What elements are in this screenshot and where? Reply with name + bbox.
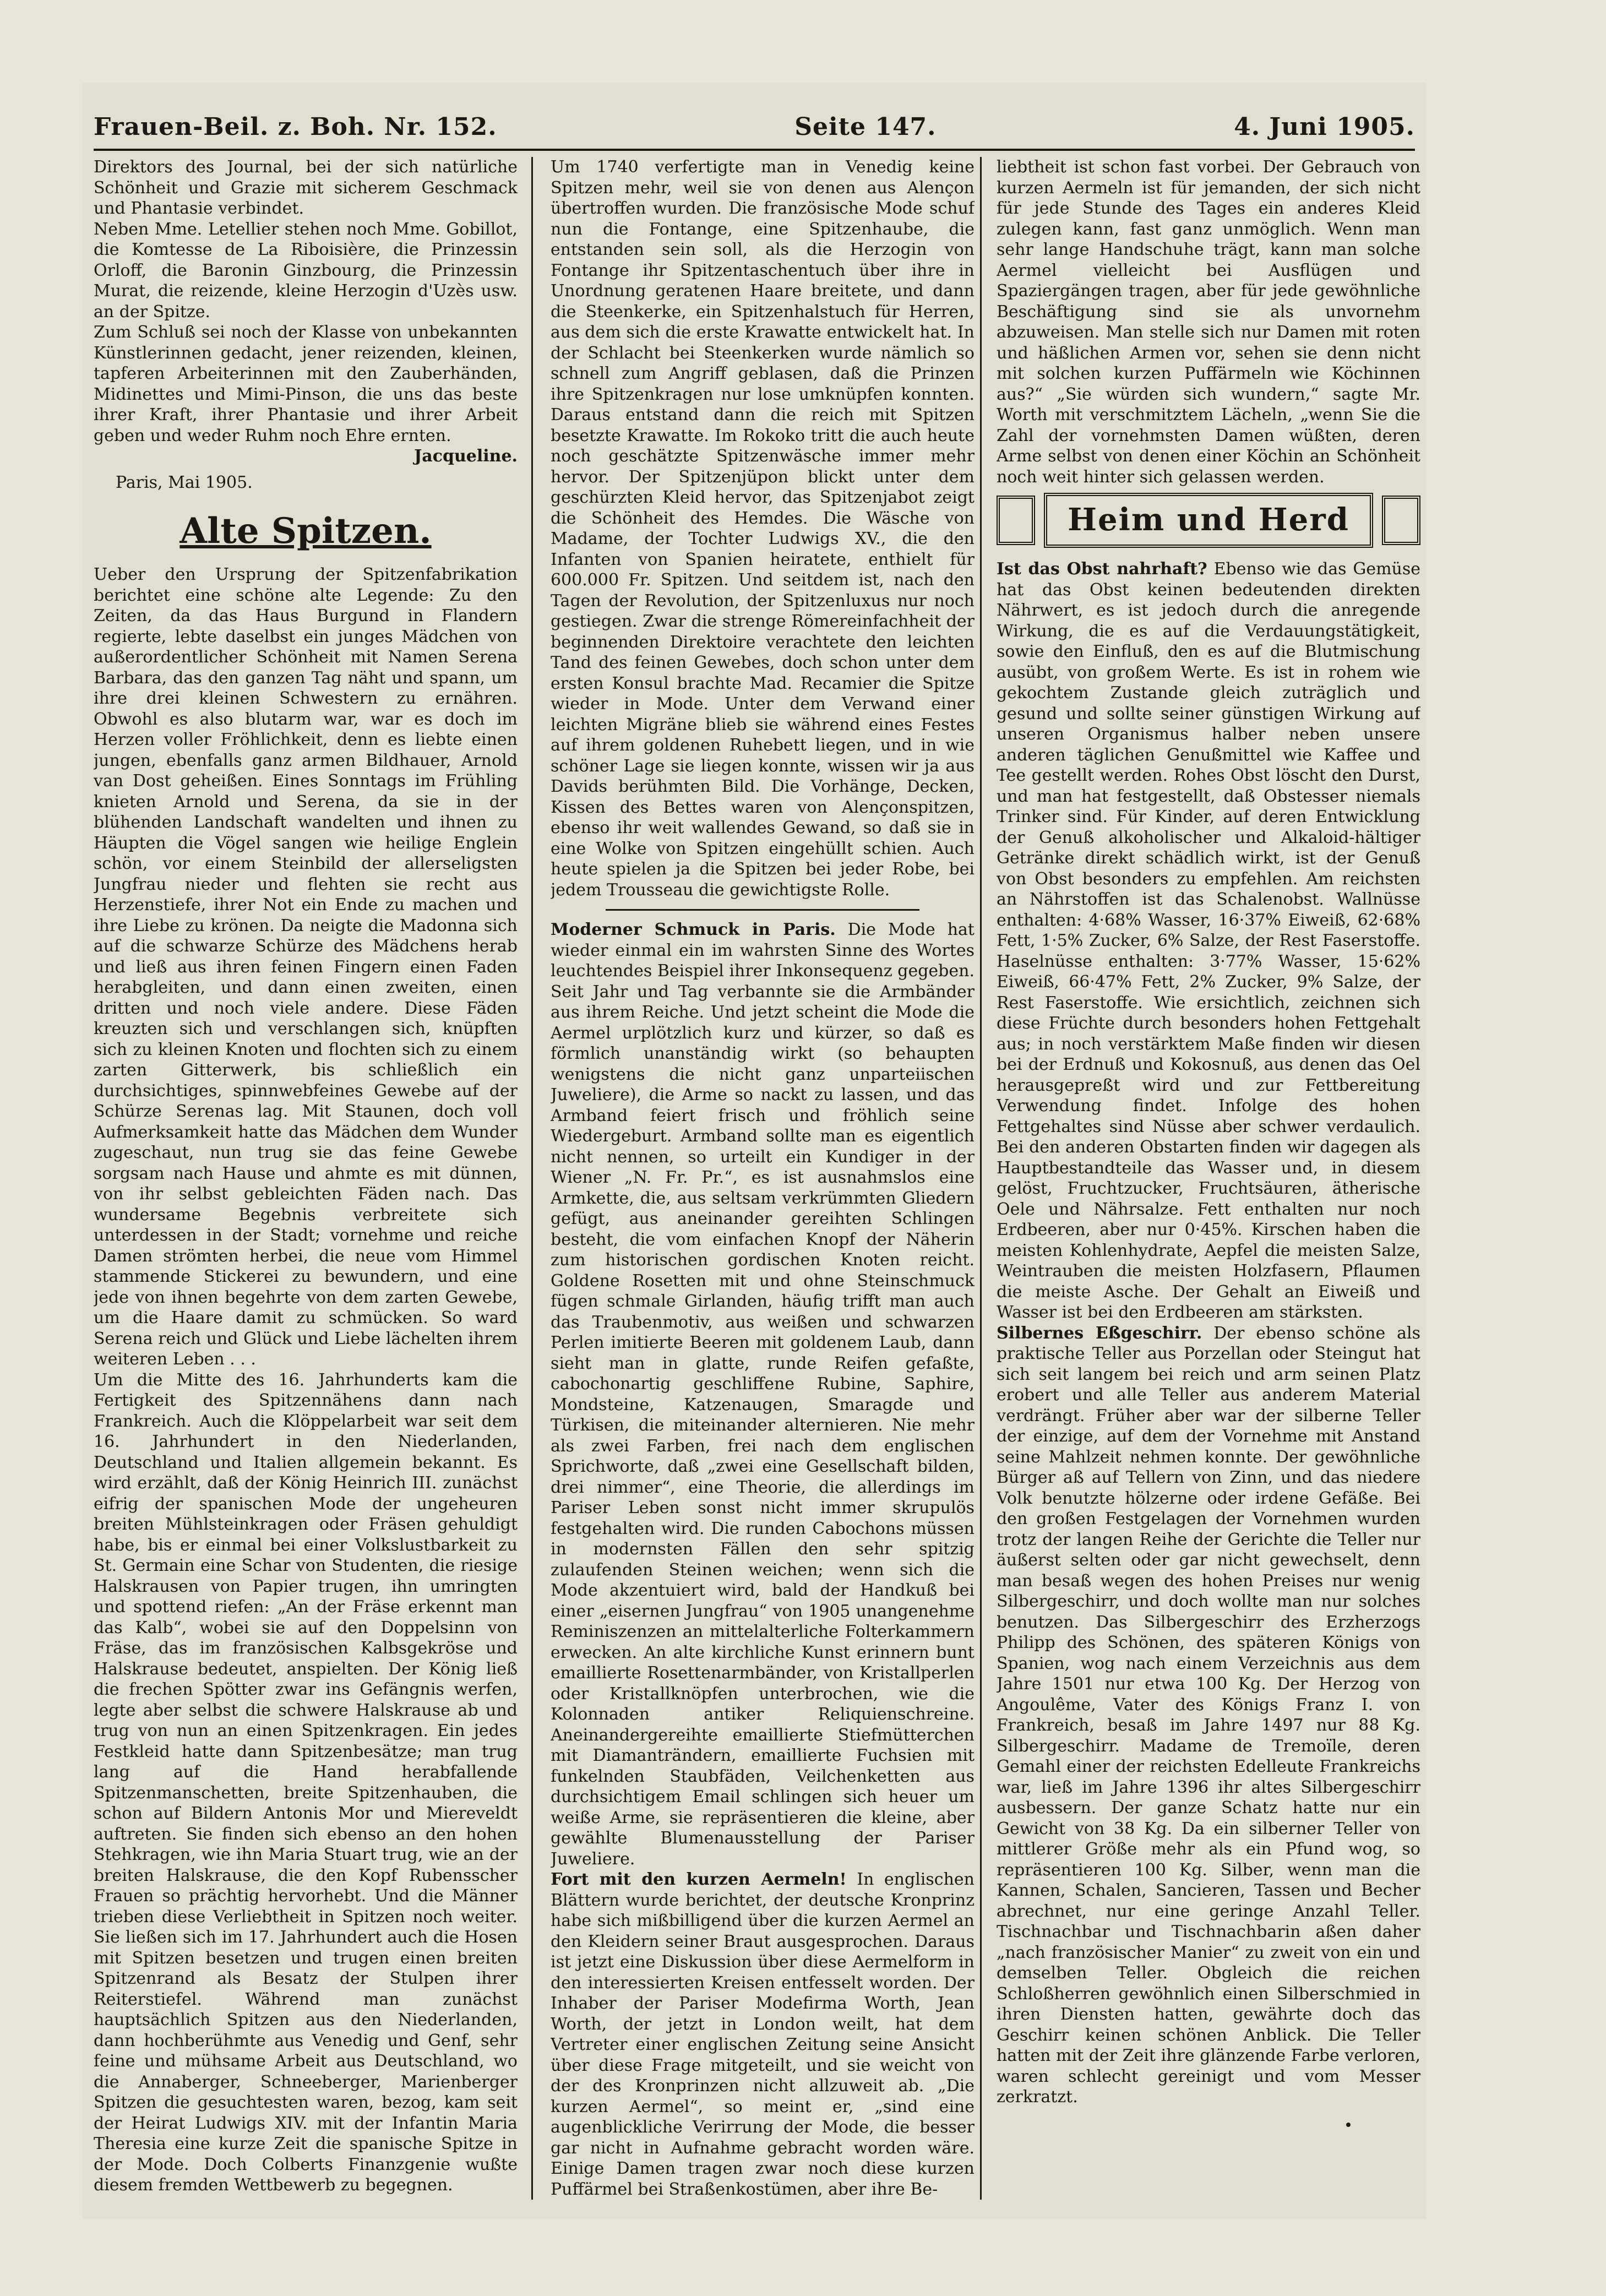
article-heading-obst: Ist das Obst nahrhaft? (997, 559, 1207, 579)
dateline: Paris, Mai 1905. (116, 472, 253, 492)
column-divider (531, 157, 533, 2200)
ornament-box-left (997, 496, 1035, 545)
column-3 (997, 157, 1420, 2200)
article-heading-silbernes-essgeschirr: Silbernes Eßgeschirr. (997, 1323, 1202, 1343)
article-body: In englischen Blättern wurde berichtet, der deutsche Kronprinz habe sich mißbilligend über die kurzen Aermel an den Kleidern seiner Braut ausgesprochen. Daraus ist jetzt eine Diskussion über diese Aermelform in den interessierten Kreisen entfesselt worden. Der Inhaber der Pariser Modefirma Worth, Jean Worth, der jetzt in London weilt, hat dem Vertreter einer englischen Zeitung seine Ansicht über diese Frage mitgeteilt, und sie weicht von der des Kronprinzen nicht allzuweit ab. „Die kurzen Aermel“, so meint er, „sind eine augenblickliche Verirrung der Mode, die besser gar nicht in Aufnahme gebracht worden wäre. Einige Damen tragen zwar noch diese kurzen Puffärmel bei Straßenkostümen, aber ihre Be- (551, 1870, 975, 2199)
header-rule (94, 149, 1415, 151)
newspaper-page (83, 83, 1426, 2219)
section-title: Heim und Herd (1044, 493, 1373, 548)
ornament-box-right (1382, 496, 1420, 545)
article-body: Der ebenso schöne als praktische Teller aus Porzellan oder Steingut hat sich seit langem bei reich und arm seinen Platz erobert und alle Teller aus anderem Material verdrängt. Früher aber war der silberne Teller der einzige, auf dem der Vornehme mit Anstand seine Mahlzeit nehmen konnte. Der gewöhnliche Bürger aß auf Tellern von Zinn, und das niedere Volk benutzte hölzerne oder irdene Gefäße. Bei den großen Festgelagen der Vornehmen wurden trotz der langen Reihe der Gerichte die Teller nur äußerst selten oder gar nicht gewechselt, denn man besaß wegen des hohen Preises nur wenig Silbergeschirr, und doch wollte man nur solches benutzen. Das Silbergeschirr des Erzherzogs Philipp des Schönen, des späteren Königs von Spanien, wog nach einem Verzeichnis aus dem Jahre 1501 nur etwa 100 Kg. Der Herzog von Angoulême, Vater des Königs Franz I. von Frankreich, besaß im Jahre 1497 nur 88 Kg. Silbergeschirr. Madame de Tremoïle, deren Gemahl einer der reichsten Edelleute Frankreichs war, ließ im Jahre 1396 ihr altes Silbergeschirr ausbessern. Der ganze Schatz hatte nur ein Gewicht von 38 Kg. Da ein silberner Teller von mittlerer Größe mehr als ein Pfund wog, so repräsentieren 100 Kg. Silber, wenn man die Kannen, Schalen, Sancieren, Tassen und Becher abrechnet, nur eine geringe Anzahl Teller. Tischnachbar und Tischnachbarin aßen daher „nach französischer Manier“ zu zweit von ein und demselben Teller. Obgleich die reichen Schloßherren gewöhnlich einen Silberschmied in ihren Diensten hatten, gewährte doch das Geschirr keinen schönen Anblick. Die Teller hatten mit der Zeit ihre glänzende Farbe verloren, waren schlecht gereinigt und vom Messer zerkratzt. (997, 1323, 1420, 2107)
header-date: 4. Juni 1905. (1234, 112, 1415, 141)
article-body: Die Mode hat wieder einmal ein im wahrsten Sinne des Wortes leuchtendes Beispiel ihrer Inkonsequenz gegeben. Seit Jahr und Tag verbannte sie die Armbänder aus ihrem Reiche. Und jetzt scheint die Mode die Aermel urplötzlich kurz und kürzer, so daß es förmlich unanständig wirkt (so behaupten wenigstens die nicht ganz unparteiischen Juweliere), die Arme so nackt zu lassen, und das Armband feiert frisch und fröhlich seine Wiedergeburt. Armband sollte man es eigentlich nicht nennen, so urteilt ein Kundiger in der Wiener „N. Fr. Pr.“, es ist ausnahmslos eine Armkette, die, aus seltsam verkrümmten Gliedern gefügt, aus aneinander gereihten Schlingen besteht, die vom einfachen Knopf der Näherin zum historischen gordischen Knoten reicht. Goldene Rosetten mit und ohne Steinschmuck fügen schmale Girlanden, häufig trifft man auch das Traubenmotiv, aus weißen und schwarzen Perlen imitierte Beeren mit goldenem Laub, dann sieht man in glatte, runde Reifen gefaßte, cabochonartig geschliffene Rubine, Saphire, Mondsteine, Katzenaugen, Smaragde und Türkisen, die miteinander alternieren. Nie mehr als zwei Farben, frei nach dem englischen Sprichworte, daß „zwei eine Gesellschaft bilden, drei nimmer“, eine Theorie, die allerdings im Pariser Leben sonst nicht immer skrupulös festgehalten wird. Die runden Cabochons müssen in modernsten Fällen den sehr spitzig zulaufenden Steinen weichen; wenn sich die Mode akzentuiert wird, bald der Handkuß bei einer „eisernen Jungfrau“ von 1905 unangenehme Reminiszenzen an mittelalterliche Folterkammern erwecken. An alte kirchliche Kunst erinnern bunt emaillierte Rosettenarmbänder, von Kristallperlen oder Kristallknöpfen unterbrochen, wie die Kolonnaden antiker Reliquienschreine. Aneinandergereihte emaillierte Stiefmütterchen mit Diamanträndern, emaillierte Fuchsien mit funkelnden Staubfäden, Veilchenketten aus durchsichtigem Email schlingen sich heuer um weiße Arme, sie repräsentieren die kleine, aber gewählte Blumenausstellung der Pariser Juweliere. (551, 920, 975, 1869)
article-continuation: Direktors des Journal, bei der sich natürliche Schönheit und Grazie mit sicherem Geschmack und Phantasie verbindet. Neben Mme. Letellier stehen noch Mme. Gobillot, die Komtesse de La Riboisière, die Prinzessin Orloff, die Baronin Ginzbourg, die Prinzessin Murat, die reizende, kleine Herzogin d'Uzès usw. an der Spitze. Zum Schluß sei noch der Klasse von unbekannten Künstlerinnen gedacht, jener reizenden, kleinen, tapferen Arbeiterinnen mit den Zauberhänden, Midinettes und Mimi-Pinson, die uns das beste ihrer Kraft, ihrer Phantasie und ihrer Arbeit geben und weder Ruhm noch Ehre ernten. (94, 157, 518, 445)
author-signature: Jacqueline. (414, 447, 518, 466)
page-header (94, 105, 1415, 149)
article-body: Um 1740 verfertigte man in Venedig keine Spitzen mehr, weil sie von denen aus Alençon übertroffen wurden. Die französische Mode schuf nun die Fontange, eine Spitzenhaube, die entstanden sein soll, als die Herzogin von Fontange ihr Spitzentaschentuch über ihre in Unordnung geratenen Haare breitete, und dann die Steenkerke, ein Spitzenhalstuch für Herren, aus dem sich die erste Krawatte entwickelt hat. In der Schlacht bei Steenkerken wurde nämlich so schnell zum Angriff geblasen, daß die Prinzen ihre Spitzenkragen nur lose umknüpfen konnten. Daraus entstand dann die reich mit Spitzen besetzte Krawatte. Im Rokoko tritt die auch heute noch geschätzte Spitzenwäsche immer mehr hervor. Der Spitzenjüpon blickt unter dem geschürzten Kleid hervor, das Spitzenjabot zeigt die Schönheit des Hemdes. Die Wäsche von Madame, der Tochter Ludwigs XV., die den Infanten von Spanien heiratete, enthielt für 600.000 Fr. Spitzen. Und seitdem ist, nach den Tagen der Revolution, der Spitzenluxus nur noch gestiegen. Zwar die strenge Römereinfachheit der beginnenden Direktoire verachtete den leichten Tand des feinen Gewebes, doch schon unter dem ersten Konsul brachte Mad. Recamier die Spitze wieder in Mode. Unter dem Verwand einer leichten Migräne blieb sie während eines Festes auf ihrem goldenen Ruhebett liegen, und in wie schöner Lage sie liegen konnte, wissen wir ja aus Davids berühmten Bild. Die Vorhänge, Decken, Kissen des Bettes waren von Alençonspitzen, ebenso ihr weit wallendes Gewand, so daß sie in eine Wolke von Spitzen eingehüllt schien. Auch heute spielen ja die Spitzen bei jeder Robe, bei jedem Trousseau die gewichtigste Rolle. (551, 157, 975, 900)
print-mark (1346, 2123, 1351, 2127)
article-heading-moderner-schmuck: Moderner Schmuck in Paris. (551, 920, 836, 939)
column-1 (94, 157, 518, 2200)
header-publication: Frauen-Beil. z. Boh. Nr. 152. (94, 112, 497, 141)
article-body: Ebenso wie das Gemüse hat das Obst keinen bedeutenden direkten Nährwert, es ist jedoch durch die anregende Wirkung, die es auf die Verdauungstätigkeit, sowie den Einfluß, den es auf die Blutmischung ausübt, von großem Werte. Es ist in rohem wie gekochtem Zustande gleich zuträglich und gesund und sollte seiner günstigen Wirkung auf unseren Organismus halber neben unsere anderen täglichen Genußmittel wie Kaffee und Tee gestellt werden. Rohes Obst löscht den Durst, und man hat festgestellt, daß Obstesser niemals Trinker sind. Für Kinder, auf deren Entwicklung der Genuß alkoholischer und Alkaloid-hältiger Getränke direkt schädlich wirkt, ist der Genuß von Obst besonders zu empfehlen. Am reichsten an Nährstoffen ist das Schalenobst. Wallnüsse enthalten: 4·68% Wasser, 16·37% Eiweiß, 62·68% Fett, 1·5% Zucker, 6% Salze, der Rest Faserstoffe. Haselnüsse enthalten: 3·77% Wasser, 15·62% Eiweiß, 66·47% Fett, 2% Zucker, 9% Salze, der Rest Faserstoffe. Wie ersichtlich, zeichnen sich diese Früchte durch besonders hohen Fettgehalt aus; in noch verstärktem Maße finden wir diesen bei der Erdnuß und Kokosnuß, aus denen das Oel herausgepreßt wird und zur Fettbereitung Verwendung findet. Infolge des hohen Fettgehaltes sind Nüsse aber schwer verdaulich. Bei den anderen Obstarten finden wir dagegen als Hauptbestandteile das Wasser und, in diesem gelöst, Fruchtzucker, Fruchtsäuren, ätherische Oele und Nährsalze. Fett enthalten nur noch Erdbeeren, aber nur 0·45%. Kirschen haben die meisten Kohlenhydrate, Aepfel die meisten Salze, Weintrauben die meisten Holzfasern, Pflaumen die meiste Asche. Der Gehalt an Eiweiß und Wasser ist bei den Erdbeeren am stärksten. (997, 559, 1420, 1322)
article-body: Ueber den Ursprung der Spitzenfabrikation berichtet eine schöne alte Legende: Zu den Zeiten, da das Haus Burgund in Flandern regierte, lebte daselbst ein junges Mädchen von außerordentlicher Schönheit mit Namen Serena Barbara, das den ganzen Tag näht und spann, um ihre drei kleinen Schwestern zu ernähren. Obwohl es also blutarm war, war es doch im Herzen voller Fröhlichkeit, denn es liebte einen jungen, ebenfalls ganz armen Bildhauer, Arnold van Dost geheißen. Eines Sonntags im Frühling knieten Arnold und Serena, da sie in der blühenden Landschaft wandelten und ihnen zu Häupten die Vögel sangen wie heilige Englein schön, vor einem Steinbild der allerseligsten Jungfrau nieder und flehten sie recht aus Herzenstiefe, ihrer Not ein Ende zu machen und ihre Liebe zu krönen. Da neigte die Madonna sich auf die schwarze Schürze des Mädchens herab und ließ aus ihren feinen Fingern einen Faden herabgleiten, und dann einen zweiten, einen dritten und noch viele andere. Diese Fäden kreuzten sich und verschlangen sich, knüpften sich zu kleinen Knoten und flochten sich zu einem zarten Gitterwerk, bis schließlich ein durchsichtiges, spinnwebfeines Gewebe auf der Schürze Serenas lag. Mit Staunen, doch voll Aufmerksamkeit hatte das Mädchen dem Wunder zugeschaut, nun trug sie das feine Gewebe sorgsam nach Hause und ahmte es mit dünnen, von ihr selbst gebleichten Fäden nach. Das wundersame Begebnis verbreitete sich unterdessen in der Stadt; vornehme und reiche Damen strömten herbei, die neue vom Himmel stammende Stickerei zu bewundern, und eine jede von ihnen begehrte von dem zarten Gewebe, um die Haare damit zu schmücken. So ward Serena reich und Glück und Liebe lächelten ihrem weiteren Leben . . . Um die Mitte des 16. Jahrhunderts kam die Fertigkeit des Spitzennähens dann nach Frankreich. Auch die Klöppelarbeit war seit dem 16. Jahrhundert in den Niederlanden, Deutschland und Italien allgemein bekannt. Es wird erzählt, daß der König Heinrich III. zunächst eifrig der spanischen Mode der ungeheuren breiten Mühlsteinkragen oder Fräsen gehuldigt habe, bis er einmal bei einer Volkslustbarkeit zu St. Germain eine Schar von Studenten, die riesige Halskrausen von Papier trugen, ihn umringten und spottend riefen: „An der Fräse erkennt man das Kalb“, wobei sie auf den Doppelsinn von Fräse, das im französischen Kalbsgekröse und Halskrause bedeutet, anspielten. Der König ließ die frechen Spötter zwar ins Gefängnis werfen, legte aber selbst die schwere Halskrause ab und trug von nun an einen Spitzenkragen. Ein jedes Festkleid hatte dann Spitzenbesätze; man trug lang auf die Hand herabfallende Spitzenmanschetten, breite Spitzenhauben, die schon auf Bildern Antonis Mor und Miereveldt auftreten. Sie finden sich ebenso an den hohen Stehkragen, wie ihn Maria Stuart trug, wie an der breiten Halskrause, die den Kopf Rubensscher Frauen so prächtig hervorhebt. Und die Männer trieben diese Verliebtheit in Spitzen noch weiter. Sie ließen sich im 17. Jahrhundert auch die Hosen mit Spitzen besetzen und trugen einen breiten Spitzenrand als Besatz der Stulpen ihrer Reiterstiefel. Während man zunächst hauptsächlich Spitzen aus den Niederlanden, dann hochberühmte aus Venedig und Genf, sehr feine und mühsame Arbeit aus Deutschland, wo die Annaberger, Schneeberger, Marienberger Spitzen die gesuchtesten waren, bezog, kam seit der Heirat Ludwigs XIV. mit der Infantin Maria Theresia eine kurze Zeit die spanische Spitze in der Mode. Doch Colberts Finanzgenie wußte diesem fremden Wettbewerb zu begegnen. (94, 565, 518, 2195)
header-page-number: Seite 147. (794, 112, 937, 141)
section-header-box (997, 493, 1420, 548)
column-divider (980, 157, 982, 2200)
article-continuation: liebtheit ist schon fast vorbei. Der Gebrauch von kurzen Aermeln ist für jemanden, der sich nicht für jede Stunde des Tages ein anderes Kleid zulegen kann, fast ganz unmöglich. Wenn man sehr lange Handschuhe trägt, kann man solche Aermel vielleicht bei Ausflügen und Spaziergängen tragen, aber für jede gewöhnliche Beschäftigung sind sie als unvornehm abzuweisen. Man stelle sich nur Damen mit roten und häßlichen Armen vor, sehen sie denn nicht mit solchen kurzen Puffärmeln wie Köchinnen aus?“ „Sie würden sich wundern,“ sagte Mr. Worth mit verschmitztem Lächeln, „wenn Sie die Zahl der vornehmsten Damen wüßten, deren Arme selbst von denen einer Köchin an Schönheit noch weit hinter sich gelassen werden. (997, 157, 1420, 487)
column-2 (551, 157, 975, 2200)
article-heading-kurze-aermel: Fort mit den kurzen Aermeln! (551, 1870, 847, 1889)
article-title-alte-spitzen: Alte Spitzen. (179, 510, 432, 552)
divider (606, 909, 919, 911)
